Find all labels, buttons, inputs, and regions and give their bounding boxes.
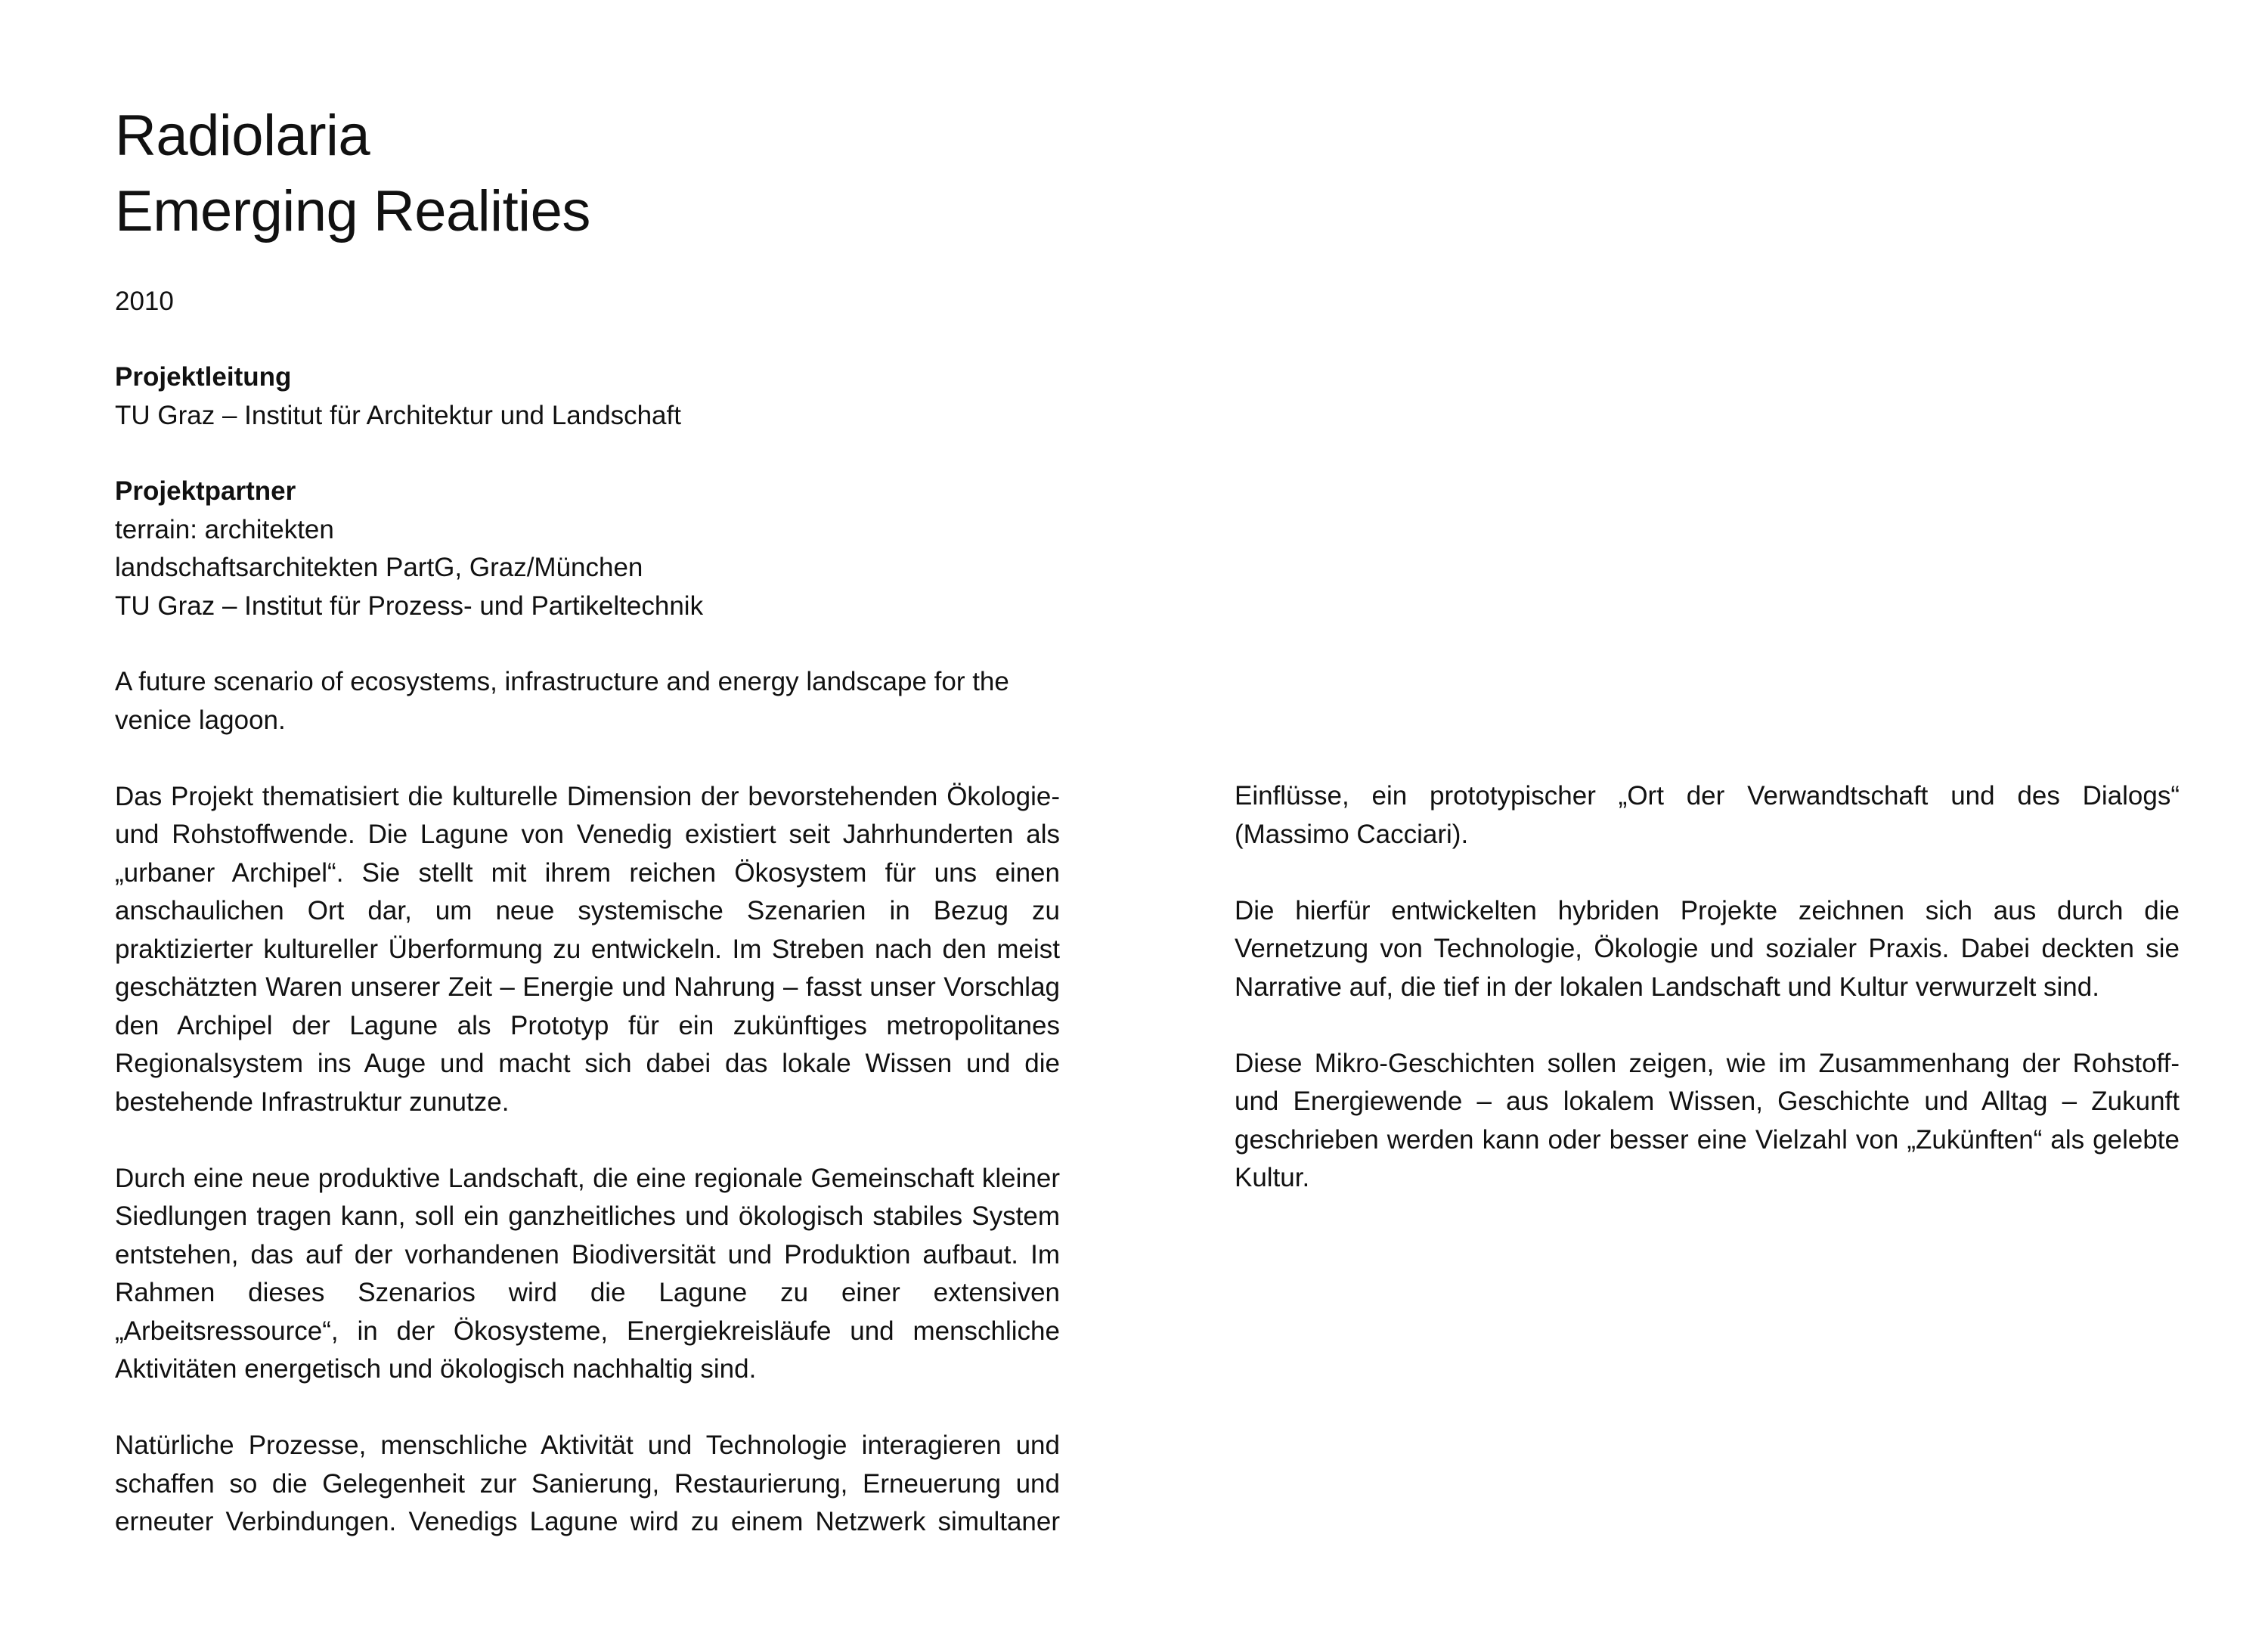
title-line-1: Radiolaria (115, 104, 370, 168)
project-lead-heading: Projektleitung (115, 362, 292, 392)
page-title (115, 98, 590, 250)
project-lead-group (115, 358, 703, 435)
body-paragraph: Diese Mikro-Geschichten sollen zeigen, wie im Zusammenhang der Rohstoff- und Energiewende – aus lokalem Wissen, Geschichte und Alltag – Zukunft geschrieben werden kann oder besser eine Vielzahl von „Zukünften“ als gelebte Kultur. (1235, 1048, 2180, 1192)
text-column-left (115, 663, 1060, 1579)
body-paragraph: Die hierfür entwickelten hybriden Projekte zeichnen sich aus durch die Vernetzung von Technologie, Ökologie und sozialer Praxis. Dabei deckten sie Narrative auf, die tief in der lokalen Landschaft und Kultur verwurzelt sind. (1235, 895, 2180, 1002)
body-paragraph: Einflüsse, ein prototypischer „Ort der Verwandtschaft und des Dialogs“ (Massimo Cacciari). (1235, 781, 2180, 849)
project-lead-line: TU Graz – Institut für Architektur und Landschaft (115, 400, 681, 430)
project-partner-line: landschaftsarchitekten PartG, Graz/München (115, 553, 643, 582)
body-paragraph: Durch eine neue produktive Landschaft, die eine regionale Gemeinschaft kleiner Siedlungen tragen kann, soll ein ganzheitliches und ökologisch stabiles System entstehen, das auf der vorhandenen Biodiversität und Produktion aufbaut. Im Rahmen dieses Szenarios wird die Lagune zu einer extensiven „Arbeitsressource“, in der Ökosysteme, Energiekreisläufe und menschliche Aktivitäten energetisch und ökologisch nachhaltig sind. (115, 1163, 1060, 1384)
project-partner-line: terrain: architekten (115, 514, 334, 544)
title-line-2: Emerging Realities (115, 179, 590, 243)
body-paragraph: Natürliche Prozesse, menschliche Aktivität und Technologie interagieren und schaffen so die Gelegenheit zur Sanierung, Restaurierung, Erneuerung und erneuter Verbindungen. Venedigs Lagune wird zu einem Netzwerk simultaner (115, 1431, 1060, 1536)
body-paragraph: Das Projekt thematisiert die kulturelle Dimension der bevorstehenden Ökologie- und Rohstoffwende. Die Lagune von Venedig existiert seit Jahrhunderten als „urbaner Archipel“. Sie stellt mit ihrem reichen Ökosystem für uns einen anschaulichen Ort dar, um neue systemische Szenarien in Bezug zu praktizierter kultureller Überformung zu entwickeln. Im Streben nach den meist geschätzten Waren unserer Zeit – Energie und Nahrung – fasst unser Vorschlag den Archipel der Lagune als Prototyp für ein zukünftiges metropolitanes Regionalsystem ins Auge und macht sich dabei das lokale Wissen und die bestehende Infrastruktur zunutze. (115, 781, 1060, 1117)
project-partners-group (115, 473, 703, 625)
intro-paragraph: A future scenario of ecosystems, infrastructure and energy landscape for the venice lagoon. (115, 667, 1009, 735)
credits (115, 358, 703, 625)
text-column-right (1235, 777, 2180, 1235)
project-partners-heading: Projektpartner (115, 476, 296, 506)
project-partner-line: TU Graz – Institut für Prozess- und Partikeltechnik (115, 591, 704, 621)
project-year: 2010 (115, 287, 174, 316)
